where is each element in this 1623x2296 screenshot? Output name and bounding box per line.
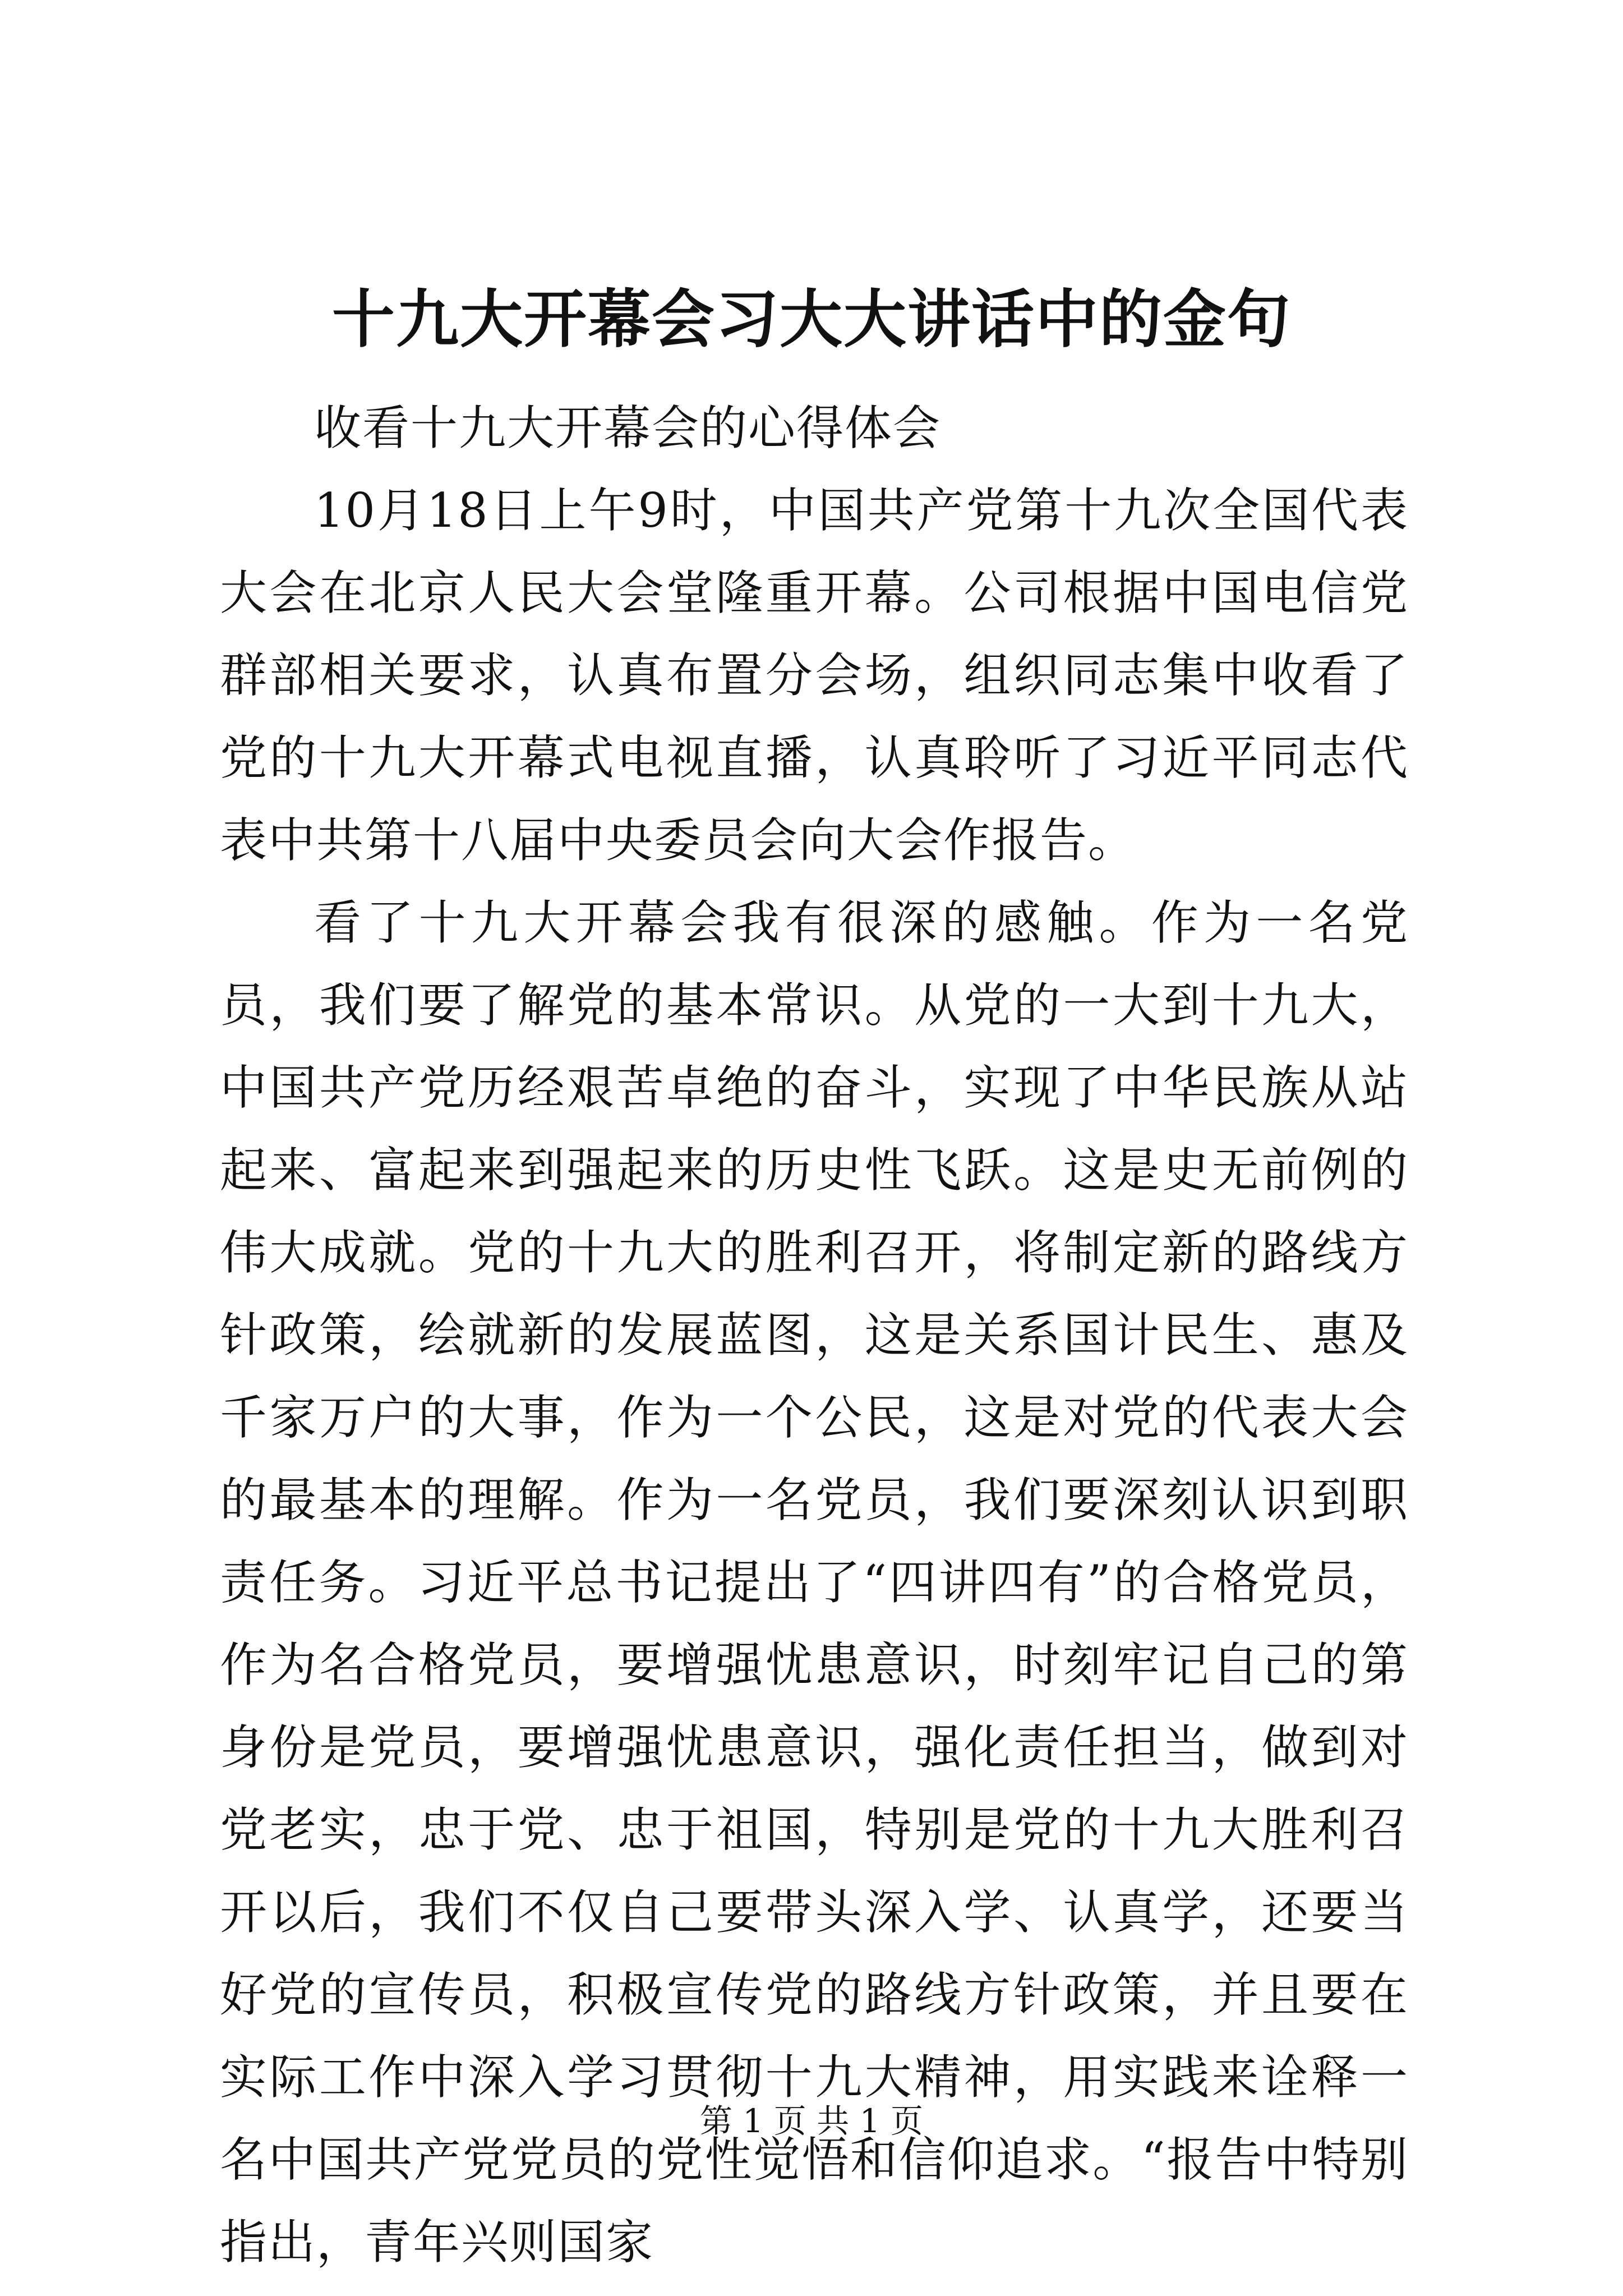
document-body [220,387,1409,2284]
paragraph-subtitle: 收看十九大开幕会的心得体会 [314,401,942,455]
paragraph-opening: 10月18日上午9时，中国共产党第十九次全国代表大会在北京人民大会堂隆重开幕。公司根据中国电信党群部相关要求，认真布置分会场，组织同志集中收看了党的十九大开幕式电视直播，认真聆听了习近平同志代表中共第十八届中央委员会向大会作报告。 [220,483,1409,868]
page-number-footer: 第 1 页 共 1 页 [700,2102,923,2140]
document-title: 十九大开幕会习大大讲话中的金句 [332,283,1291,356]
paragraph-reflection: 看了十九大开幕会我有很深的感触。作为一名党员，我们要了解党的基本常识。从党的一大到十九大，中国共产党历经艰苦卓绝的奋斗，实现了中华民族从站起来、富起来到强起来的历史性飞跃。这是史无前例的伟大成就。党的十九大的胜利召开，将制定新的路线方针政策，绘就新的发展蓝图，这是关系国计民生、惠及千家万户的大事，作为一个公民，这是对党的代表大会的最基本的理解。作为一名党员，我们要深刻认识到职责任务。习近平总书记提出了“四讲四有”的合格党员，作为名合格党员，要增强忧患意识，时刻牢记自己的第身份是党员，要增强忧患意识，强化责任担当，做到对党老实，忠于党、忠于祖国，特别是党的十九大胜利召开以后，我们不仅自己要带头深入学、认真学，还要当好党的宣传员，积极宣传党的路线方针政策，并且要在实际工作中深入学习贯彻十九大精神，用实践来诠释一名中国共产党党员的党性觉悟和信仰追求。“报告中特别指出，青年兴则国家 [220,895,1409,2270]
